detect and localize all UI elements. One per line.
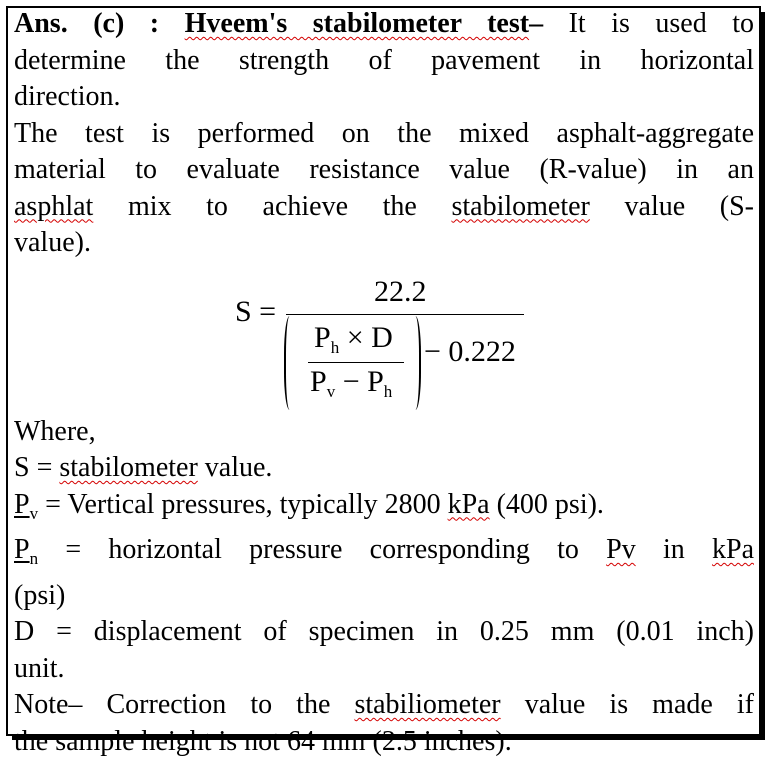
heading-text: It is used to bbox=[569, 8, 754, 39]
def-pn-in: in bbox=[636, 534, 712, 565]
def-s bbox=[14, 450, 754, 487]
answer-label: Ans. (c) : bbox=[14, 8, 159, 39]
heading-dash: – bbox=[529, 8, 543, 39]
right-paren bbox=[407, 316, 421, 410]
heading-line-1 bbox=[14, 6, 754, 43]
note-line-2: the sample height is not 64 mm (2.5 inches). bbox=[14, 724, 754, 760]
heading-line-2: determine the strength of pavement in horizontal bbox=[14, 43, 754, 80]
def-pn-line-2: (psi) bbox=[14, 578, 754, 615]
stabiliometer-word: stabiliometer bbox=[354, 689, 500, 720]
note-line-1 bbox=[14, 687, 754, 724]
formula-constant: − 0.222 bbox=[424, 334, 516, 371]
inner-fraction-bar bbox=[308, 362, 404, 363]
p-symbol: P bbox=[310, 365, 327, 398]
p-symbol: P bbox=[14, 489, 30, 520]
para-line-1: The test is performed on the mixed asphalt-aggregate bbox=[14, 116, 754, 153]
times-d: × D bbox=[339, 321, 393, 354]
answer-content bbox=[14, 6, 754, 760]
para-text: mix to achieve the bbox=[128, 191, 417, 222]
fraction-bar bbox=[286, 314, 524, 315]
def-pv bbox=[14, 487, 754, 533]
v-subscript: v bbox=[30, 504, 39, 523]
where-line: Where, bbox=[14, 414, 754, 451]
h-subscript: h bbox=[384, 382, 393, 401]
def-pv-end: (400 psi). bbox=[490, 489, 604, 520]
pv-word: Pv bbox=[606, 534, 636, 565]
def-pv-text: = Vertical pressures, typically 2800 bbox=[38, 489, 448, 520]
formula-numerator: 22.2 bbox=[374, 274, 427, 311]
stabilometer-word: stabilometer bbox=[451, 191, 589, 222]
v-subscript: v bbox=[327, 382, 336, 401]
def-d: D = displacement of specimen in 0.25 mm (0.01 inch) bbox=[14, 614, 754, 651]
misspelled-word: asphlat bbox=[14, 191, 93, 222]
p-symbol: P bbox=[314, 321, 331, 354]
pv-symbol bbox=[14, 489, 38, 520]
def-pn bbox=[14, 532, 754, 578]
p-symbol: P bbox=[14, 534, 30, 565]
para-line-2: material to evaluate resistance value (R-value) in an bbox=[14, 152, 754, 189]
para-text-end: value (S- bbox=[625, 191, 754, 222]
left-paren bbox=[284, 316, 298, 410]
inner-numerator bbox=[314, 320, 393, 367]
kpa-word: kPa bbox=[712, 534, 754, 565]
para-line-4: value). bbox=[14, 225, 754, 262]
note-text-end: value is made if bbox=[501, 689, 754, 720]
heading-line-3: direction. bbox=[14, 79, 754, 116]
formula-lhs: S = bbox=[235, 294, 276, 331]
inner-denominator bbox=[310, 364, 392, 411]
n-subscript: n bbox=[30, 549, 39, 568]
h-subscript: h bbox=[331, 338, 340, 357]
def-pn-text: = horizontal pressure corresponding to bbox=[38, 534, 606, 565]
para-line-3 bbox=[14, 189, 754, 226]
pn-symbol bbox=[14, 534, 38, 565]
s-symbol: S = bbox=[14, 452, 52, 483]
test-name: Hveem's stabilometer test bbox=[185, 8, 529, 39]
note-text: Note– Correction to the bbox=[14, 689, 354, 720]
def-s-end: value. bbox=[205, 452, 273, 483]
stabilometer-formula bbox=[14, 264, 754, 414]
def-d-line-2: unit. bbox=[14, 651, 754, 688]
stabilometer-word: stabilometer bbox=[59, 452, 197, 483]
minus-p: − P bbox=[335, 365, 384, 398]
box-shadow-right bbox=[761, 12, 765, 740]
kpa-word: kPa bbox=[448, 489, 490, 520]
